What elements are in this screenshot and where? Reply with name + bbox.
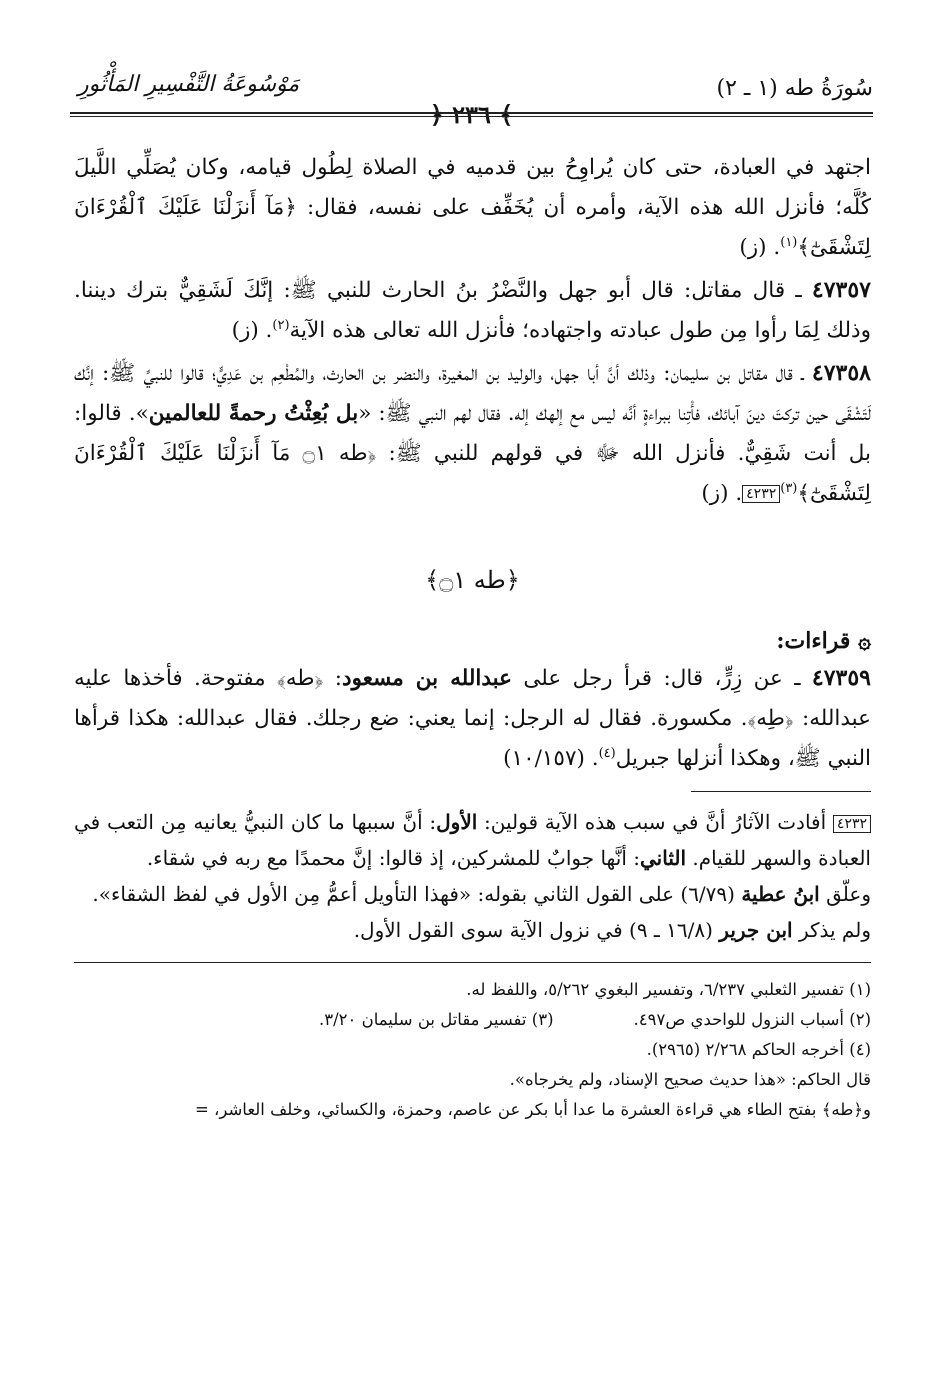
paragraph-4-text-a: ـ عن زِرٍّ، قال: قرأ رجل على [511, 666, 812, 691]
section-heading: ۞ قراءات: [776, 628, 871, 654]
footnote-2: (٢) أسباب النزول للواحدي ص٤٩٧. [633, 1010, 871, 1029]
paragraph-47359 [74, 658, 871, 779]
note-1-label-second: الثاني [639, 846, 686, 870]
paragraph-2-text: ـ قال مقاتل: قال أبو جهل والنَّضْرُ بنُ الحارث للنبي ﷺ: إنَّكَ لَشَقِيٌّ بترك ديننا. وذلك لِمَا رأوا مِن طول عبادته واجتهاده؛ فأنزل الله تعالى هذه الآية [74, 278, 871, 343]
editor-note-1 [74, 804, 871, 876]
paragraph-3-cont: ». قالوا: بل أنت شَقِيٌّ. فأنزل الله ﷻ في قولهم للنبي ﷺ: ﴿طه ۝١ مَآ أَنزَلْنَا عَلَيْكَ ٱلْقُرْءَانَ لِتَشْقَىٰٓ﴾ [74, 401, 871, 506]
paragraph-1-end: . (ز) [739, 235, 781, 260]
editor-note-3 [74, 912, 871, 948]
footnote-ref-4[interactable]: (٤) [598, 745, 616, 761]
paragraph-47357 [74, 270, 871, 351]
athar-number: ٤٧٣٥٨ [811, 360, 871, 386]
paragraph-2-end: . (ز) [231, 318, 273, 343]
footnotes-divider [74, 962, 871, 963]
note-box: ٤٢٣٢ [833, 815, 871, 833]
note-3-scholar: ابن جرير [719, 918, 793, 942]
athar-number: ٤٧٣٥٩ [811, 665, 871, 691]
note-1-text-d: : أنَّها جوابٌ للمشركين، إذ قالوا: إنَّ محمدًا مع ربه في شقاء. [146, 846, 640, 870]
paragraph-3-text: ـ قال مقاتل بن سليمان: وذلك أنَّ أبا جهل، والوليد بن المغيرة، والنضر بن الحارث، والمُطْعِم بن عَدِيٍّ؛ قالوا للنبيِّ ﷺ: إنَّك لَتَشْقَى حين تركتَ دينَ آبائك، فأْتِنا ببراءةٍ أنَّه ليس مع إلهك إله. فقال لهم النبي ﷺ: « [74, 361, 871, 426]
hadith-quote: بل بُعِثْتُ رحمةً للعالمين [148, 401, 359, 426]
paragraph-3-end: . (ز) [701, 481, 743, 506]
note-1-text-a: أفادت الآثارُ أنَّ في سبب هذه الآية قولين: [477, 810, 833, 834]
paragraph-4-end: . (١٠/١٥٧) [503, 746, 599, 771]
editor-note-2 [74, 876, 871, 912]
surah-title: سُورَةُ طه (١ ـ ٢) [716, 76, 873, 101]
note-3-text-a: ولم يذكر [792, 918, 871, 942]
footnote-ref-1[interactable]: (١) [780, 234, 798, 250]
footnote-4-note: قال الحاكم: «هذا حديث صحيح الإسناد، ولم يخرجاه». [509, 1070, 871, 1089]
footnote-1: (١) تفسير الثعلبي ٦/٢٣٧، وتفسير البغوي ٥/٢٦٢، واللفظ له. [466, 980, 871, 999]
paragraph-4-text-b: : ﴿طه﴾ مفتوحة. فأخذها عليه عبدالله: ﴿طِه﴾. مكسورة. فقال له الرجل: إنما يعني: ضع رجلك. فقال عبدالله: هكذا قرأها النبي ﷺ، وهكذا أنزلها جبريل [74, 666, 871, 771]
paragraph-1-text: اجتهد في العبادة، حتى كان يُراوِحُ بين قدميه في الصلاة لِطُول قيامه، وكان يُصَلِّي اللَّيلَ كُلَّه؛ فأنزل الله هذه الآية، وأمره أن يُخَفِّف على نفسه، فقال: ﴿مَآ أَنزَلْنَا عَلَيْكَ ٱلْقُرْءَانَ لِتَشْقَىٰٓ﴾ [74, 155, 871, 260]
paragraph-1 [74, 148, 871, 268]
note-3-text-c: (١٦/٨ ـ ٩) في نزول الآية سوى القول الأول. [353, 918, 720, 942]
note-1-text-c: : أنَّ سببها ما كان النبيُّ يعانيه مِن التعب في العبادة والسهر للقيام. [74, 810, 871, 870]
footnote-ref-2[interactable]: (٢) [272, 317, 290, 333]
note-2-scholar: ابنُ عطية [741, 882, 820, 906]
note-divider [691, 791, 871, 792]
page-number: ﴾ ٢٣٦ ﴿ [429, 100, 514, 129]
verse-heading: ﴿طه ۝١﴾ [425, 566, 520, 594]
header-rule-thin [70, 116, 873, 117]
footnote-row-2-3 [74, 1005, 871, 1035]
book-title: مَوْسُوعَةُ التَّفْسِيرِ المَأْثُورِ [78, 72, 300, 97]
paragraph-47358 [74, 353, 871, 514]
footnote-ref-3[interactable]: (٣) [780, 480, 798, 496]
footnote-4-reading: و﴿طه﴾ بفتح الطاء هي قراءة العشرة ما عدا أبا بكر عن عاصم، وحمزة، والكسائي، وخلف العاشر، = [194, 1100, 871, 1119]
main-text [74, 148, 871, 1125]
footnote-4: (٤) أخرجه الحاكم ٢/٢٦٨ (٢٩٦٥). [646, 1040, 871, 1059]
page-header [70, 64, 873, 129]
note-1-label-first: الأول [436, 810, 478, 834]
narrator-name: عبدالله بن مسعود [342, 666, 512, 691]
header-rule [70, 112, 873, 114]
footnote-3: (٣) تفسير مقاتل بن سليمان ٣/٢٠. [318, 1010, 554, 1029]
note-ref-box[interactable]: ٤٢٣٢ [742, 485, 780, 503]
note-2-text-c: (٦/٧٩) على القول الثاني بقوله: «فهذا التأويل أعمُّ مِن الأول في لفظ الشقاء». [92, 882, 742, 906]
athar-number: ٤٧٣٥٧ [811, 277, 871, 303]
note-2-text-a: وعلّق [819, 882, 871, 906]
